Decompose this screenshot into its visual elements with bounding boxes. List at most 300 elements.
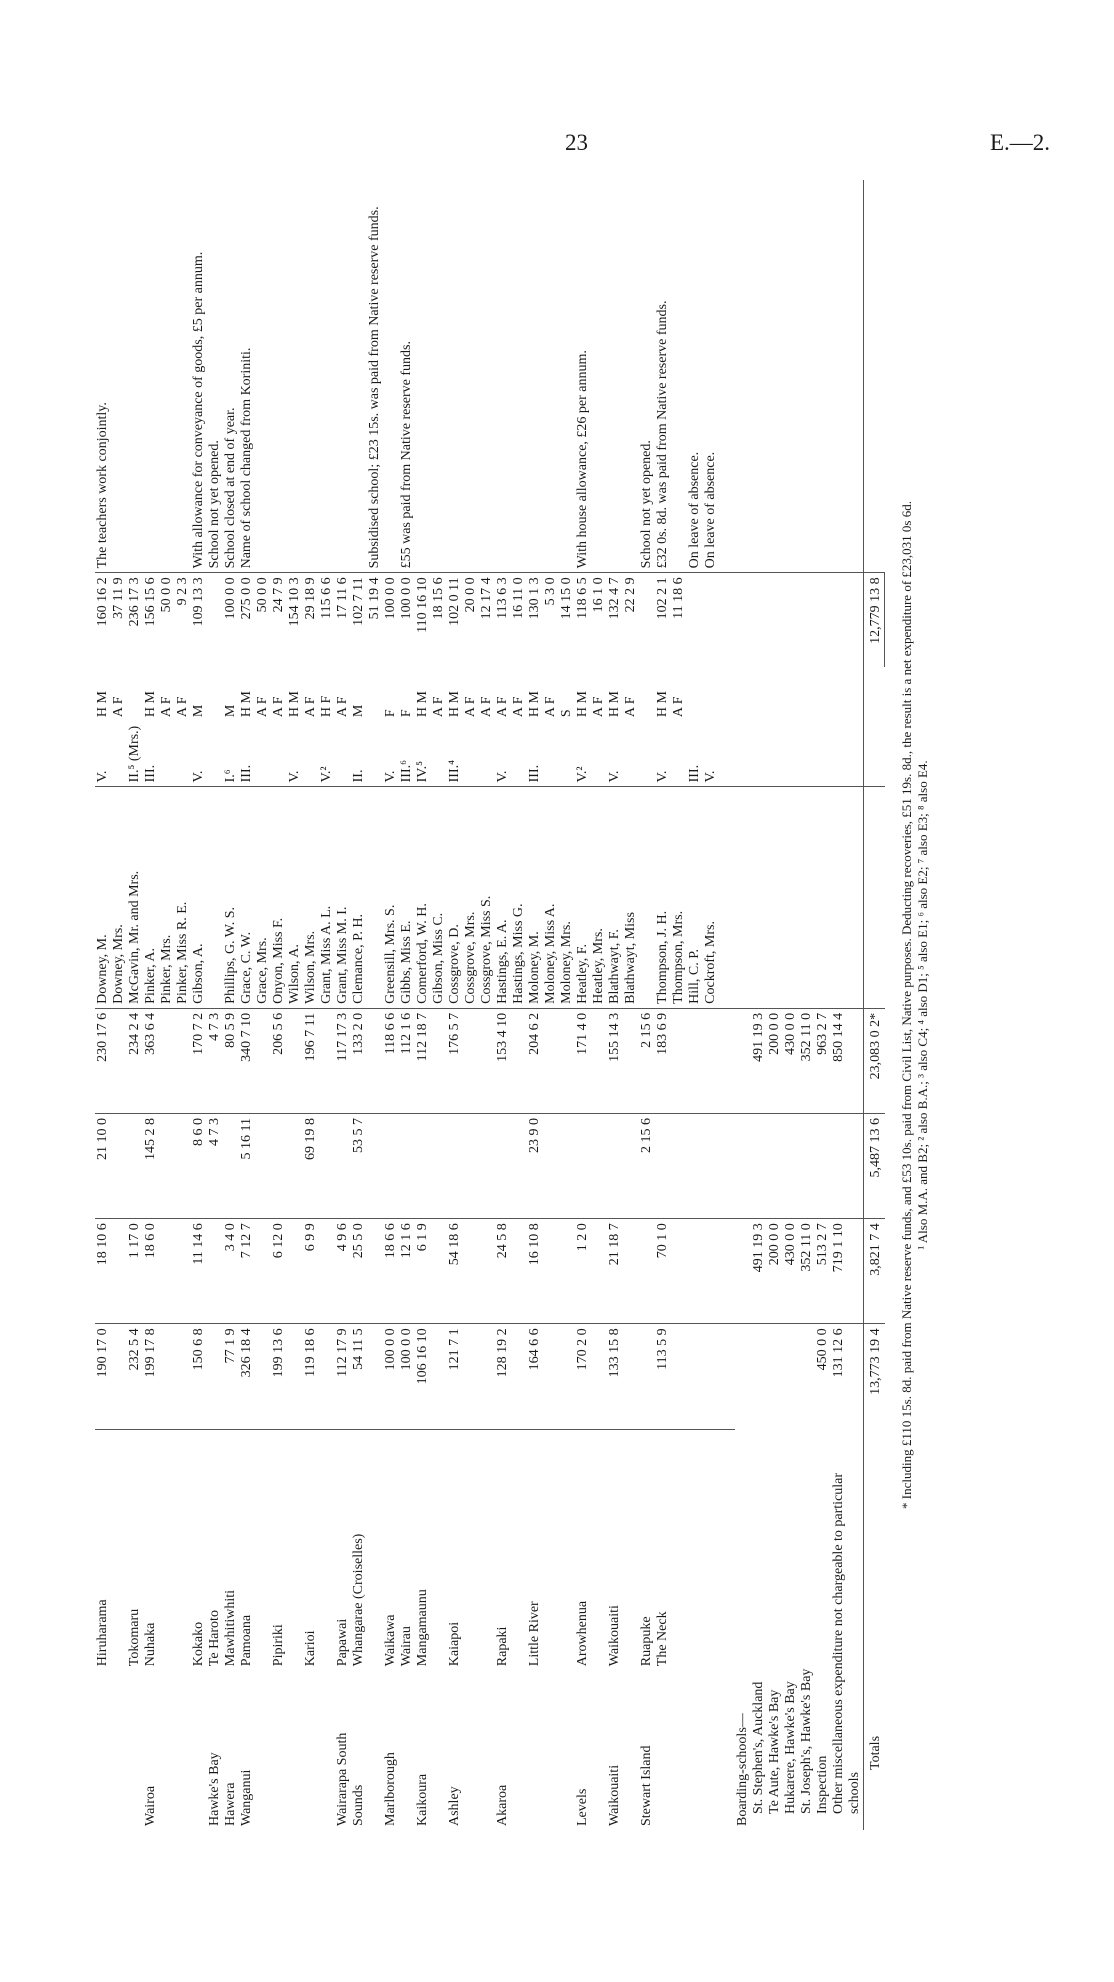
cell-cls	[783, 721, 799, 787]
cell-school: Hiruharama	[95, 1429, 111, 1670]
cell-district	[175, 1670, 191, 1830]
cell-teacher: McGavin, Mr. and Mrs.	[127, 787, 143, 1008]
cell-remark	[671, 180, 687, 573]
cell-c1: 326 18 4	[239, 1324, 255, 1429]
cell-c1: 54 11 5	[351, 1324, 367, 1429]
cell-remark: The teachers work conjointly.	[95, 402, 110, 569]
cell-sal: 9 2 3	[175, 573, 191, 668]
cell-school	[159, 1429, 175, 1670]
cell-district	[287, 1670, 303, 1830]
cell-pos	[127, 667, 143, 721]
cell-teacher: Hill, C. P.	[687, 787, 703, 1008]
cell-school	[287, 1429, 303, 1670]
cell-remark	[431, 180, 447, 573]
cell-teacher: Blathwayt, F.	[607, 787, 623, 1008]
cell-remark: £55 was paid from Native reserve funds.	[399, 340, 414, 569]
cell-c1: 170 2 0	[575, 1324, 591, 1429]
cell-c1	[479, 1324, 495, 1429]
cell-c2: 200 0 0	[767, 1219, 783, 1324]
cell-teacher: Pinker, A.	[143, 787, 159, 1008]
cell-c2: 18 10 6	[95, 1219, 111, 1324]
cell-school	[719, 1429, 735, 1670]
cell-pos: A F	[111, 696, 126, 718]
cell-pos: M	[191, 704, 206, 718]
cell-teacher	[207, 787, 223, 1008]
cell-c2: 3 4 0	[223, 1219, 239, 1324]
cell-district: Waikouaiti	[607, 1764, 622, 1826]
cell-cls: V.	[495, 770, 510, 783]
cell-c4	[559, 1008, 575, 1113]
cell-teacher: Phillips, G. W. S.	[223, 787, 239, 1008]
table-row	[207, 180, 223, 1830]
cell-c2: 6 12 0	[271, 1219, 287, 1324]
cell-remark: With house allowance, £26 per annum.	[575, 350, 590, 569]
cell-cls	[367, 721, 383, 787]
cell-c4: 133 2 0	[351, 1008, 367, 1113]
cell-remark	[111, 180, 127, 573]
cell-c4: 117 17 3	[335, 1008, 351, 1113]
cell-teacher	[831, 787, 864, 1008]
cell-c2: 70 1 0	[655, 1219, 671, 1324]
cell-c3: 21 10 0	[95, 1114, 111, 1219]
cell-teacher	[864, 787, 885, 1008]
cell-district: St. Joseph's, Hawke's Bay	[799, 1668, 814, 1814]
cell-teacher: Thompson, Mrs.	[671, 787, 687, 1008]
cell-teacher: Wilson, A.	[287, 787, 303, 1008]
cell-c4	[719, 1008, 735, 1113]
cell-pos: H M	[95, 691, 110, 718]
cell-remark	[799, 180, 815, 573]
cell-sal	[831, 573, 864, 668]
cell-cls	[175, 721, 191, 787]
cell-district: Te Aute, Hawke's Bay	[767, 1689, 782, 1814]
cell-cls: II.	[351, 769, 366, 783]
cell-district: Hukarere, Hawke's Bay	[783, 1681, 798, 1814]
cell-sal	[735, 573, 751, 668]
cell-teacher	[719, 787, 735, 1008]
cell-teacher: Grace, C. W.	[239, 787, 255, 1008]
cell-district	[671, 1670, 687, 1830]
table-row	[511, 180, 527, 1830]
table-row	[191, 180, 207, 1830]
cell-pos	[735, 667, 751, 721]
cell-c4: 23,083 0 2*	[864, 1008, 885, 1113]
cell-pos: A F	[479, 696, 494, 718]
boarding-row	[799, 180, 815, 1830]
cell-c3: 145 2 8	[143, 1114, 159, 1219]
cell-c1	[159, 1324, 175, 1429]
cell-sal: 130 1 3	[527, 573, 543, 668]
cell-c2: 352 11 0	[799, 1219, 815, 1324]
cell-c4: 155 14 3	[607, 1008, 623, 1113]
cell-c2	[543, 1219, 559, 1324]
cell-c3: 23 9 0	[527, 1114, 543, 1219]
cell-c4	[687, 1008, 703, 1113]
cell-c2	[367, 1219, 383, 1324]
spacer-row	[719, 180, 735, 1830]
cell-pos: A F	[175, 696, 190, 718]
cell-remark	[623, 180, 639, 573]
cell-cls	[671, 721, 687, 787]
table-row	[607, 180, 623, 1830]
cell-c4: 176 5 7	[447, 1008, 463, 1113]
cell-c4: 170 7 2	[191, 1008, 207, 1113]
cell-sal	[639, 573, 655, 668]
cell-cls: V.	[383, 770, 398, 783]
cell-sal: 113 6 3	[495, 573, 511, 668]
cell-teacher: Cossgrove, D.	[447, 787, 463, 1008]
cell-pos	[719, 667, 735, 721]
cell-c3	[719, 1114, 735, 1219]
cell-district: Wairoa	[143, 1785, 158, 1826]
cell-c1: 113 5 9	[655, 1324, 671, 1429]
footnotes	[899, 180, 931, 1830]
cell-c2: 4 9 6	[335, 1219, 351, 1324]
cell-pos	[703, 667, 719, 721]
cell-school: Mawhitiwhiti	[223, 1429, 239, 1670]
cell-c3	[335, 1114, 351, 1219]
cell-c3	[831, 1114, 864, 1219]
cell-teacher: Gibbs, Miss E.	[399, 787, 415, 1008]
cell-cls	[543, 721, 559, 787]
cell-teacher: Grace, Mrs.	[255, 787, 271, 1008]
cell-pos: H M	[415, 691, 430, 718]
cell-district	[95, 1670, 111, 1830]
table-row	[319, 180, 335, 1830]
cell-c4: 200 0 0	[767, 1008, 783, 1113]
cell-c1	[543, 1324, 559, 1429]
cell-sal: 132 4 7	[607, 573, 623, 668]
cell-teacher	[783, 787, 799, 1008]
cell-c2	[671, 1219, 687, 1324]
cell-district	[463, 1670, 479, 1830]
cell-teacher: Wilson, Mrs.	[303, 787, 319, 1008]
cell-c2	[207, 1219, 223, 1324]
table-row	[239, 180, 255, 1830]
cell-school	[687, 1429, 703, 1670]
cell-c3	[287, 1114, 303, 1219]
cell-sal	[207, 573, 223, 668]
cell-district	[271, 1670, 287, 1830]
cell-c2: 7 12 7	[239, 1219, 255, 1324]
cell-c2	[735, 1219, 751, 1324]
cell-district: St. Stephen's, Auckland	[751, 1681, 766, 1814]
cell-pos: A F	[431, 696, 446, 718]
cell-c1: 100 0 0	[383, 1324, 399, 1429]
cell-sal: 12 17 4	[479, 573, 495, 668]
cell-school	[511, 1429, 527, 1670]
cell-remark	[127, 180, 143, 573]
cell-c3	[623, 1114, 639, 1219]
cell-c1	[367, 1324, 383, 1429]
cell-c3	[751, 1114, 767, 1219]
cell-c1	[623, 1324, 639, 1429]
cell-school: Te Haroto	[207, 1429, 223, 1670]
table-row	[367, 180, 383, 1830]
page-number: 23	[565, 130, 588, 155]
cell-c4: 196 7 11	[303, 1008, 319, 1113]
cell-district: Kaikoura	[415, 1773, 430, 1826]
cell-pos: A F	[495, 696, 510, 718]
cell-sal: 50 0 0	[255, 573, 271, 668]
cell-c4	[703, 1008, 719, 1113]
cell-remark	[511, 180, 527, 573]
cell-c2: 430 0 0	[783, 1219, 799, 1324]
cell-remark: On leave of absence.	[703, 451, 718, 569]
cell-teacher: Moloney, Mrs.	[559, 787, 575, 1008]
cell-c4	[543, 1008, 559, 1113]
cell-remark	[591, 180, 607, 573]
cell-remark: With allowance for conveyance of goods, £5 per annum.	[191, 251, 206, 569]
table-row	[639, 180, 655, 1830]
table-row	[127, 180, 143, 1830]
cell-sal: 236 17 3	[127, 573, 143, 668]
cell-school: Wairau	[399, 1429, 415, 1670]
cell-district	[159, 1670, 175, 1830]
cell-district: Hawera	[223, 1782, 238, 1826]
cell-sal: 16 1 0	[591, 573, 607, 668]
cell-sal: 14 15 0	[559, 573, 575, 668]
cell-cls	[207, 721, 223, 787]
cell-c2	[719, 1219, 735, 1324]
cell-remark	[383, 180, 399, 573]
cell-c4: 491 19 3	[751, 1008, 767, 1113]
cell-remark	[751, 180, 767, 573]
cell-district: Stewart Island	[639, 1745, 654, 1826]
cell-cls	[303, 721, 319, 787]
cell-school: Pipiriki	[271, 1429, 287, 1670]
table-row	[463, 180, 479, 1830]
cell-school: Mangamaunu	[415, 1429, 431, 1670]
cell-teacher: Clemance, P. H.	[351, 787, 367, 1008]
cell-district: Marlborough	[383, 1752, 398, 1826]
cell-pos	[864, 667, 885, 721]
cell-cls: III.	[143, 764, 158, 783]
cell-teacher: Thompson, J. H.	[655, 787, 671, 1008]
cell-c3	[447, 1114, 463, 1219]
cell-c2: 513 2 7	[815, 1219, 831, 1324]
cell-c4: 171 4 0	[575, 1008, 591, 1113]
cell-cls	[591, 721, 607, 787]
cell-cls	[559, 721, 575, 787]
cell-c3	[159, 1114, 175, 1219]
cell-remark: Subsidised school; £23 15s. was paid from Native reserve funds.	[367, 206, 382, 569]
cell-c2: 18 6 0	[143, 1219, 159, 1324]
cell-c3	[783, 1114, 799, 1219]
cell-cls	[271, 721, 287, 787]
cell-c2: 16 10 8	[527, 1219, 543, 1324]
cell-c2: 491 19 3	[751, 1219, 767, 1324]
cell-teacher: Blathwayt, Miss	[623, 787, 639, 1008]
cell-remark	[271, 180, 287, 573]
cell-school	[479, 1429, 495, 1670]
cell-district	[319, 1670, 335, 1830]
cell-sal: 18 15 6	[431, 573, 447, 668]
cell-c2: 54 18 6	[447, 1219, 463, 1324]
cell-district: Wairarapa South	[335, 1732, 350, 1826]
cell-c3	[479, 1114, 495, 1219]
cell-teacher: Moloney, Miss A.	[543, 787, 559, 1008]
cell-district: Inspection	[815, 1755, 830, 1814]
cell-pos: S	[559, 709, 574, 718]
table-row	[95, 180, 111, 1830]
cell-remark	[479, 180, 495, 573]
cell-c2: 18 6 6	[383, 1219, 399, 1324]
cell-teacher: Grant, Miss A. L.	[319, 787, 335, 1008]
cell-district	[367, 1670, 383, 1830]
cell-teacher: Pinker, Miss R. E.	[175, 787, 191, 1008]
cell-teacher: Downey, Mrs.	[111, 787, 127, 1008]
cell-remark	[831, 180, 864, 573]
cell-c4: 80 5 9	[223, 1008, 239, 1113]
cell-c3	[767, 1114, 783, 1219]
table-row	[271, 180, 287, 1830]
cell-teacher: Onyon, Miss F.	[271, 787, 287, 1008]
cell-remark	[719, 180, 735, 573]
cell-c2	[479, 1219, 495, 1324]
table-row	[575, 180, 591, 1830]
cell-cls	[799, 721, 815, 787]
cell-cls: I.⁶	[223, 769, 238, 783]
cell-c2	[175, 1219, 191, 1324]
cell-c4: 204 6 2	[527, 1008, 543, 1113]
cell-school: Kokako	[191, 1429, 207, 1670]
table-row	[383, 180, 399, 1830]
cell-c2: 24 5 8	[495, 1219, 511, 1324]
cell-pos: A F	[303, 696, 318, 718]
cell-sal	[703, 573, 719, 668]
cell-district: Hawke's Bay	[207, 1752, 222, 1826]
cell-sal: 29 18 9	[303, 573, 319, 668]
cell-sal: 5 3 0	[543, 573, 559, 668]
cell-district	[127, 1670, 143, 1830]
cell-school	[111, 1429, 127, 1670]
cell-teacher: Downey, M.	[95, 787, 111, 1008]
cell-c1: 190 17 0	[95, 1324, 111, 1429]
cell-remark: On leave of absence.	[687, 451, 702, 569]
cell-pos: A F	[159, 696, 174, 718]
cell-c3: 69 19 8	[303, 1114, 319, 1219]
totals-row	[864, 180, 885, 1830]
cell-pos	[783, 667, 799, 721]
table-row	[623, 180, 639, 1830]
cell-c2	[623, 1219, 639, 1324]
cell-pos	[639, 667, 655, 721]
cell-school	[543, 1429, 559, 1670]
table-row	[223, 180, 239, 1830]
cell-c2	[111, 1219, 127, 1324]
cell-c4	[431, 1008, 447, 1113]
cell-cls	[255, 721, 271, 787]
cell-cls	[815, 721, 831, 787]
table-row	[399, 180, 415, 1830]
cell-cls	[479, 721, 495, 787]
cell-pos: A F	[591, 696, 606, 718]
cell-c2: 12 1 6	[399, 1219, 415, 1324]
cell-c2	[431, 1219, 447, 1324]
cell-cls: III.⁴	[447, 760, 462, 783]
cell-sal: 100 0 0	[383, 573, 399, 668]
cell-sal: 118 6 5	[575, 573, 591, 668]
cell-cls: V.	[287, 770, 302, 783]
cell-teacher: Cockroft, Mrs.	[703, 787, 719, 1008]
cell-district	[703, 1670, 719, 1830]
cell-c3	[655, 1114, 671, 1219]
cell-c3	[271, 1114, 287, 1219]
cell-remark	[159, 180, 175, 573]
cell-school	[463, 1429, 479, 1670]
cell-c1: 164 6 6	[527, 1324, 543, 1429]
cell-c2: 6 1 9	[415, 1219, 431, 1324]
cell-c1	[783, 1324, 799, 1429]
cell-c4	[591, 1008, 607, 1113]
cell-pos	[815, 667, 831, 721]
cell-district: Wanganui	[239, 1769, 254, 1826]
cell-cls: IV.⁵	[415, 761, 430, 783]
cell-school: The Neck	[655, 1429, 671, 1670]
cell-c3	[111, 1114, 127, 1219]
table-row	[703, 180, 719, 1830]
cell-c4: 230 17 6	[95, 1008, 111, 1113]
cell-district	[431, 1670, 447, 1830]
cell-district: Other miscellaneous expenditure not chargeable to particular schools	[831, 1472, 862, 1814]
cell-cls: II.⁵ (Mrs.)	[127, 725, 142, 783]
cell-remark	[527, 180, 543, 573]
cell-pos: H M	[655, 691, 670, 718]
cell-sal: 37 11 9	[111, 573, 127, 668]
cell-teacher	[799, 787, 815, 1008]
cell-remark	[447, 180, 463, 573]
cell-school: Rapaki	[495, 1429, 511, 1670]
cell-c3: 53 5 7	[351, 1114, 367, 1219]
cell-c1	[175, 1324, 191, 1429]
cell-school: Kaiapoi	[447, 1429, 463, 1670]
cell-remark	[815, 180, 831, 573]
cell-c3	[799, 1114, 815, 1219]
table-row	[559, 180, 575, 1830]
table-row	[527, 180, 543, 1830]
cell-c1: 100 0 0	[399, 1324, 415, 1429]
cell-c3: 8 6 0	[191, 1114, 207, 1219]
cell-c3	[223, 1114, 239, 1219]
cell-c3	[575, 1114, 591, 1219]
native-schools-expenditure-table	[95, 180, 885, 1830]
cell-school: Karioi	[303, 1429, 319, 1670]
cell-c2	[511, 1219, 527, 1324]
cell-c4	[319, 1008, 335, 1113]
cell-remark	[543, 180, 559, 573]
cell-c4: 2 15 6	[639, 1008, 655, 1113]
cell-teacher: Cossgrove, Mrs.	[463, 787, 479, 1008]
cell-remark	[319, 180, 335, 573]
cell-cls: III.	[687, 764, 702, 783]
cell-c1	[559, 1324, 575, 1429]
cell-c1: 199 13 6	[271, 1324, 287, 1429]
cell-pos: H M	[575, 691, 590, 718]
cell-school: Waikouaiti	[607, 1429, 623, 1670]
cell-teacher: Heatley, F.	[575, 787, 591, 1008]
cell-school	[431, 1429, 447, 1670]
cell-school	[559, 1429, 575, 1670]
cell-cls	[511, 721, 527, 787]
cell-sal: 50 0 0	[159, 573, 175, 668]
cell-c3	[511, 1114, 527, 1219]
cell-teacher: Gibson, A.	[191, 787, 207, 1008]
cell-pos	[767, 667, 783, 721]
cell-c3	[463, 1114, 479, 1219]
cell-c4: 430 0 0	[783, 1008, 799, 1113]
cell-c3	[319, 1114, 335, 1219]
